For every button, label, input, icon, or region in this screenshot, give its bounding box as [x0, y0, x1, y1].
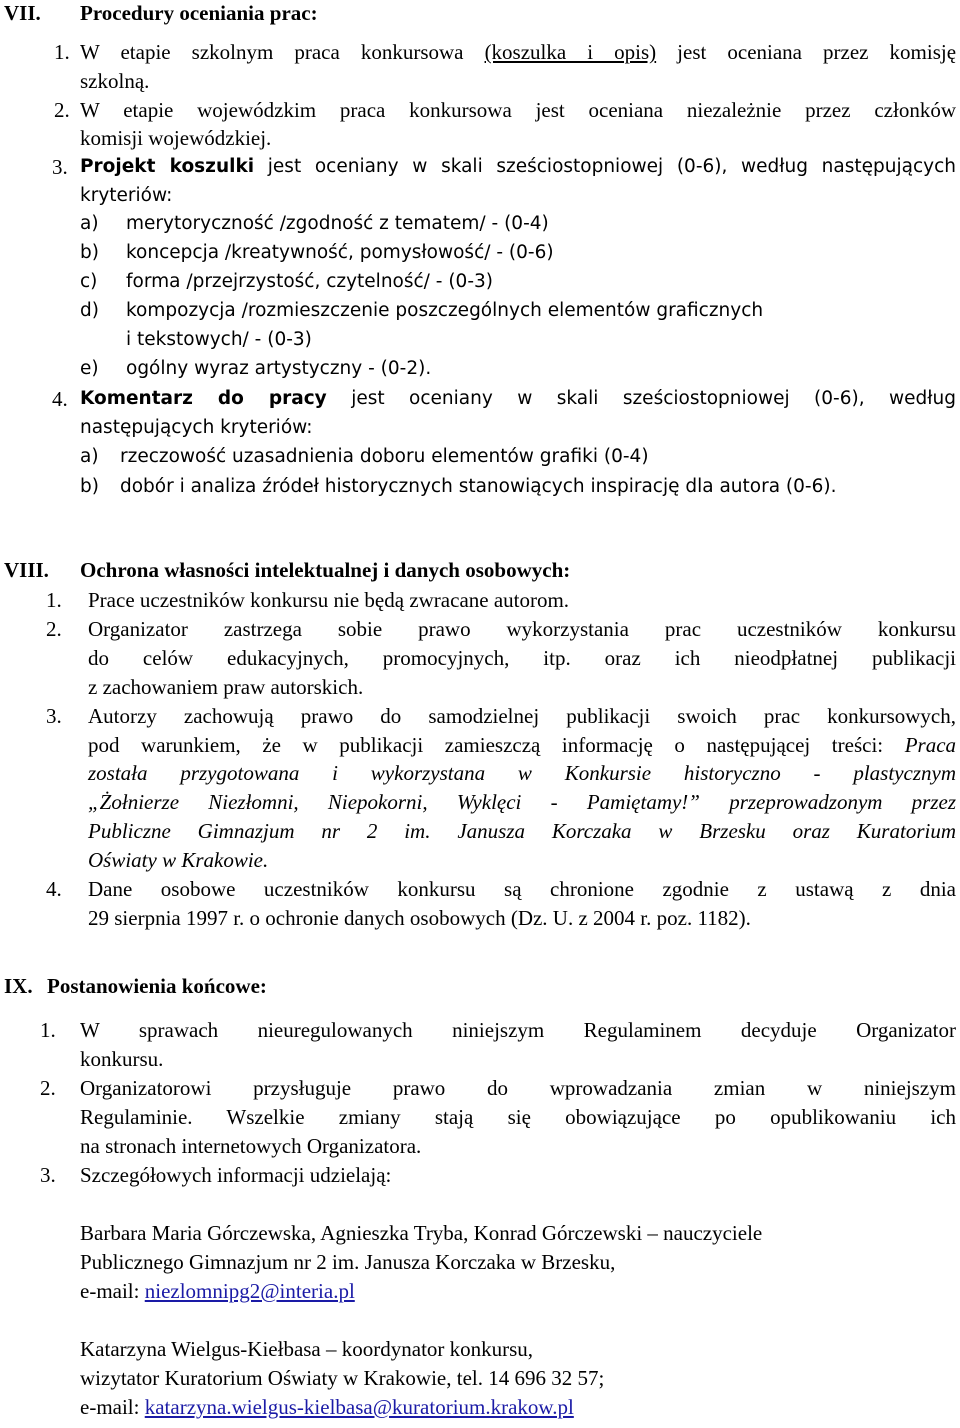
s8-item-4-number: 4. [46, 877, 62, 901]
s8-item-3-line-2: pod warunkiem, że w publikacji zamieszczą informację o następującej treści: Praca [88, 733, 957, 757]
criterion-d-text-continued: i tekstowych/ - (0-3) [126, 329, 312, 350]
criterion-d-text: kompozycja /rozmieszczenie poszczególnych elementów graficznych [126, 300, 764, 321]
contact-1-line-2: Publicznego Gimnazjum nr 2 im. Janusza Korczaka w Brzesku, [80, 1250, 616, 1274]
s9-item-2-line-3: na stronach internetowych Organizatora. [80, 1134, 422, 1158]
contact-2-line-2: wizytator Kuratorium Oświaty w Krakowie, tel. 14 696 32 57; [80, 1366, 605, 1390]
s7-item-1-line-2: szkolną. [80, 69, 150, 93]
s9-item-1-number: 1. [40, 1018, 56, 1042]
s8-item-3-line-5: Publiczne Gimnazjum nr 2 im. Janusza Korczaka w Brzesku oraz Kuratorium [88, 819, 956, 843]
comment-criterion-b-text: dobór i analiza źródeł historycznych stanowiących inspirację dla autora (0-6). [120, 476, 837, 497]
s7-item-2-number: 2. [54, 98, 70, 122]
s8-item-2-line-2: do celów edukacyjnych, promocyjnych, itp. oraz ich nieodpłatnej publikacji [88, 646, 956, 670]
criterion-b-label: b) [80, 242, 99, 263]
s8-item-3-line-4: „Żołnierze Niezłomni, Niepokorni, Wyklęci - Pamiętamy!” przeprowadzonym przez [88, 790, 956, 814]
s7-item-3-line-1: Projekt koszulki jest oceniany w skali sześciostopniowej (0-6), według następujących [80, 156, 956, 177]
comment-criterion-a-label: a) [80, 446, 99, 467]
s9-item-1-line-2: konkursu. [80, 1047, 164, 1071]
s9-item-2-number: 2. [40, 1076, 56, 1100]
s8-item-3-line-6: Oświaty w Krakowie. [88, 848, 269, 872]
section-7-number: VII. [4, 1, 41, 25]
criterion-a-text: merytoryczność /zgodność z tematem/ - (0-4) [126, 213, 549, 234]
s7-item-2-line-2: komisji wojewódzkiej. [80, 126, 272, 150]
comment-criterion-b-label: b) [80, 476, 99, 497]
comment-criterion-a-text: rzeczowość uzasadnienia doboru elementów grafiki (0-4) [120, 446, 649, 467]
contact-1-line-1: Barbara Maria Górczewska, Agnieszka Tryba, Konrad Górczewski – nauczyciele [80, 1221, 763, 1245]
s7-item-4-line-1: Komentarz do pracy jest oceniany w skali sześciostopniowej (0-6), według [80, 388, 956, 409]
s8-item-2-line-1: Organizator zastrzega sobie prawo wykorzystania prac uczestników konkursu [88, 617, 956, 641]
contact-2-email-link[interactable]: katarzyna.wielgus-kielbasa@kuratorium.krakow.pl [144, 1395, 574, 1419]
criterion-b-text: koncepcja /kreatywność, pomysłowość/ - (0-6) [126, 242, 554, 263]
s8-item-2-number: 2. [46, 617, 62, 641]
s8-item-3-line-3: została przygotowana i wykorzystana w Konkursie historyczno - plastycznym [88, 761, 956, 785]
contact-1-email-label: e-mail: [80, 1279, 140, 1303]
s7-item-4-number: 4. [52, 387, 68, 411]
criterion-c-label: c) [80, 271, 98, 292]
s7-item-4-line-2: następujących kryteriów: [80, 417, 313, 438]
s8-item-2-line-3: z zachowaniem praw autorskich. [88, 675, 364, 699]
s7-item-3-number: 3. [52, 155, 68, 179]
section-8-heading: Ochrona własności intelektualnej i danych osobowych: [80, 558, 571, 582]
contact-1-email-link[interactable]: niezlomnipg2@interia.pl [144, 1279, 355, 1303]
s8-item-3-line-1: Autorzy zachowują prawo do samodzielnej publikacji swoich prac konkursowych, [88, 704, 956, 728]
s9-item-3-number: 3. [40, 1163, 56, 1187]
contact-2-email-row [80, 1397, 574, 1418]
section-8-number: VIII. [4, 558, 49, 582]
s8-item-3-number: 3. [46, 704, 62, 728]
criterion-e-text: ogólny wyraz artystyczny - (0-2). [126, 358, 432, 379]
section-9-number: IX. [4, 974, 33, 998]
s8-item-4-line-1: Dane osobowe uczestników konkursu są chronione zgodnie z ustawą z dnia [88, 877, 956, 901]
s9-item-3-text: Szczegółowych informacji udzielają: [80, 1163, 392, 1187]
s7-item-2-line-1: W etapie wojewódzkim praca konkursowa jest oceniana niezależnie przez członków [80, 98, 956, 122]
s8-item-4-line-2: 29 sierpnia 1997 r. o ochronie danych osobowych (Dz. U. z 2004 r. poz. 1182). [88, 906, 751, 930]
s8-item-1-text: Prace uczestników konkursu nie będą zwracane autorom. [88, 588, 570, 612]
s7-item-3-line-2: kryteriów: [80, 185, 173, 206]
criterion-e-label: e) [80, 358, 99, 379]
contact-2-line-1: Katarzyna Wielgus-Kiełbasa – koordynator konkursu, [80, 1337, 534, 1361]
contact-1-email-row [80, 1281, 355, 1302]
s9-item-2-line-1: Organizatorowi przysługuje prawo do wprowadzania zmian w niniejszym [80, 1076, 956, 1100]
s9-item-2-line-2: Regulaminie. Wszelkie zmiany stają się obowiązujące po opublikowaniu ich [80, 1105, 956, 1129]
s9-item-1-line-1: W sprawach nieuregulowanych niniejszym Regulaminem decyduje Organizator [80, 1018, 956, 1042]
section-9-heading: Postanowienia końcowe: [47, 974, 267, 998]
criterion-a-label: a) [80, 213, 99, 234]
criterion-d-label: d) [80, 300, 99, 321]
s7-item-1-number: 1. [54, 40, 70, 64]
contact-2-email-label: e-mail: [80, 1395, 140, 1419]
section-7-heading: Procedury oceniania prac: [80, 1, 318, 25]
criterion-c-text: forma /przejrzystość, czytelność/ - (0-3) [126, 271, 493, 292]
s8-item-1-number: 1. [46, 588, 62, 612]
s7-item-1-line-1: W etapie szkolnym praca konkursowa (koszulka i opis) jest oceniana przez komisję [80, 40, 957, 64]
